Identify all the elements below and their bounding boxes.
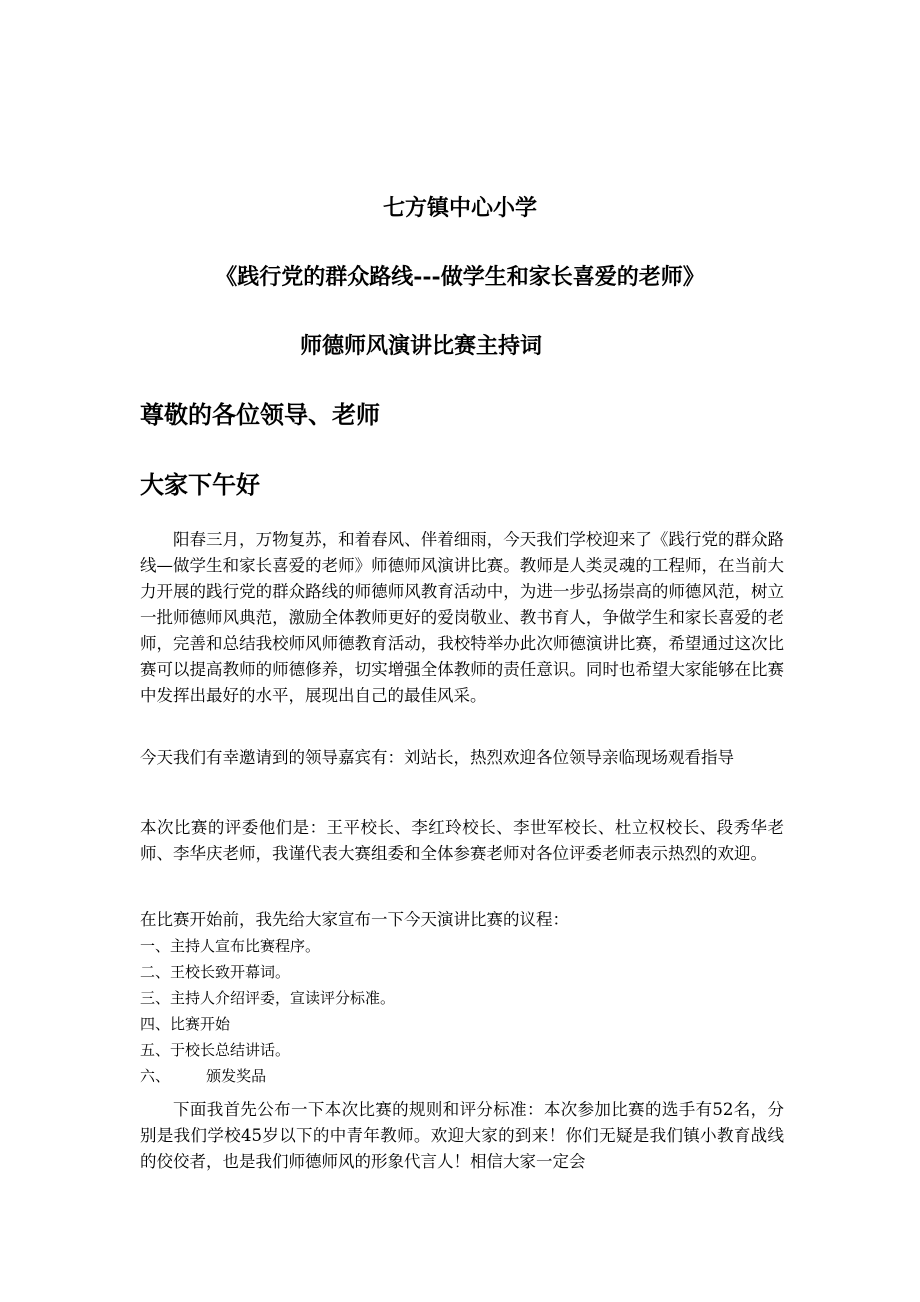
agenda-list — [140, 933, 395, 1089]
guests-paragraph: 今天我们有幸邀请到的领导嘉宾有：刘站长，热烈欢迎各位领导亲临现场观看指导 — [140, 748, 734, 767]
agenda-item: 五、于校长总结讲话。 — [140, 1041, 291, 1059]
rules-paragraph: 下面我首先公布一下本次比赛的规则和评分标准：本次参加比赛的选手有52名，分别是我们学校45岁以下的中青年教师。欢迎大家的到来！你们无疑是我们镇小教育战线的佼佼者，也是我们师德师风的形象代言人！相信大家一定会 — [140, 1100, 784, 1171]
school-name-title: 七方镇中心小学 — [382, 195, 537, 221]
agenda-intro-paragraph: 在比赛开始前，我先给大家宣布一下今天演讲比赛的议程： — [140, 910, 569, 929]
agenda-item: 二、王校长致开幕词。 — [140, 963, 291, 981]
intro-paragraph: 阳春三月，万物复苏，和着春风、伴着细雨，今天我们学校迎来了《践行党的群众路线—做学生和家长喜爱的老师》师德师风演讲比赛。教师是人类灵魂的工程师，在当前大力开展的践行党的群众路线的师德师风教育活动中，为进一步弘扬崇高的师德风范，树立一批师德师风典范，激励全体教师更好的爱岗敬业、教书育人，争做学生和家长喜爱的老师，完善和总结我校师风师德教育活动，我校特举办此次师德演讲比赛，希望通过这次比赛可以提高教师的师德修养，切实增强全体教师的责任意识。同时也希望大家能够在比赛中发挥出最好的水平，展现出自己的最佳风采。 — [140, 530, 784, 705]
agenda-item: 六、 颁发奖品 — [140, 1067, 267, 1085]
event-theme-title: 《践行党的群众路线---做学生和家长喜爱的老师》 — [215, 264, 705, 290]
agenda-item: 四、比赛开始 — [140, 1015, 231, 1033]
greeting-afternoon: 大家下午好 — [140, 470, 260, 499]
agenda-item: 一、主持人宣布比赛程序。 — [140, 937, 321, 955]
greeting-leaders: 尊敬的各位领导、老师 — [140, 400, 380, 429]
judges-paragraph: 本次比赛的评委他们是：王平校长、李红玲校长、李世军校长、杜立权校长、段秀华老师、李华庆老师，我谨代表大赛组委和全体参赛老师对各位评委老师表示热烈的欢迎。 — [140, 818, 784, 863]
speech-contest-title: 师德师风演讲比赛主持词 — [300, 333, 543, 359]
agenda-item: 三、主持人介绍评委，宣读评分标准。 — [140, 989, 396, 1007]
